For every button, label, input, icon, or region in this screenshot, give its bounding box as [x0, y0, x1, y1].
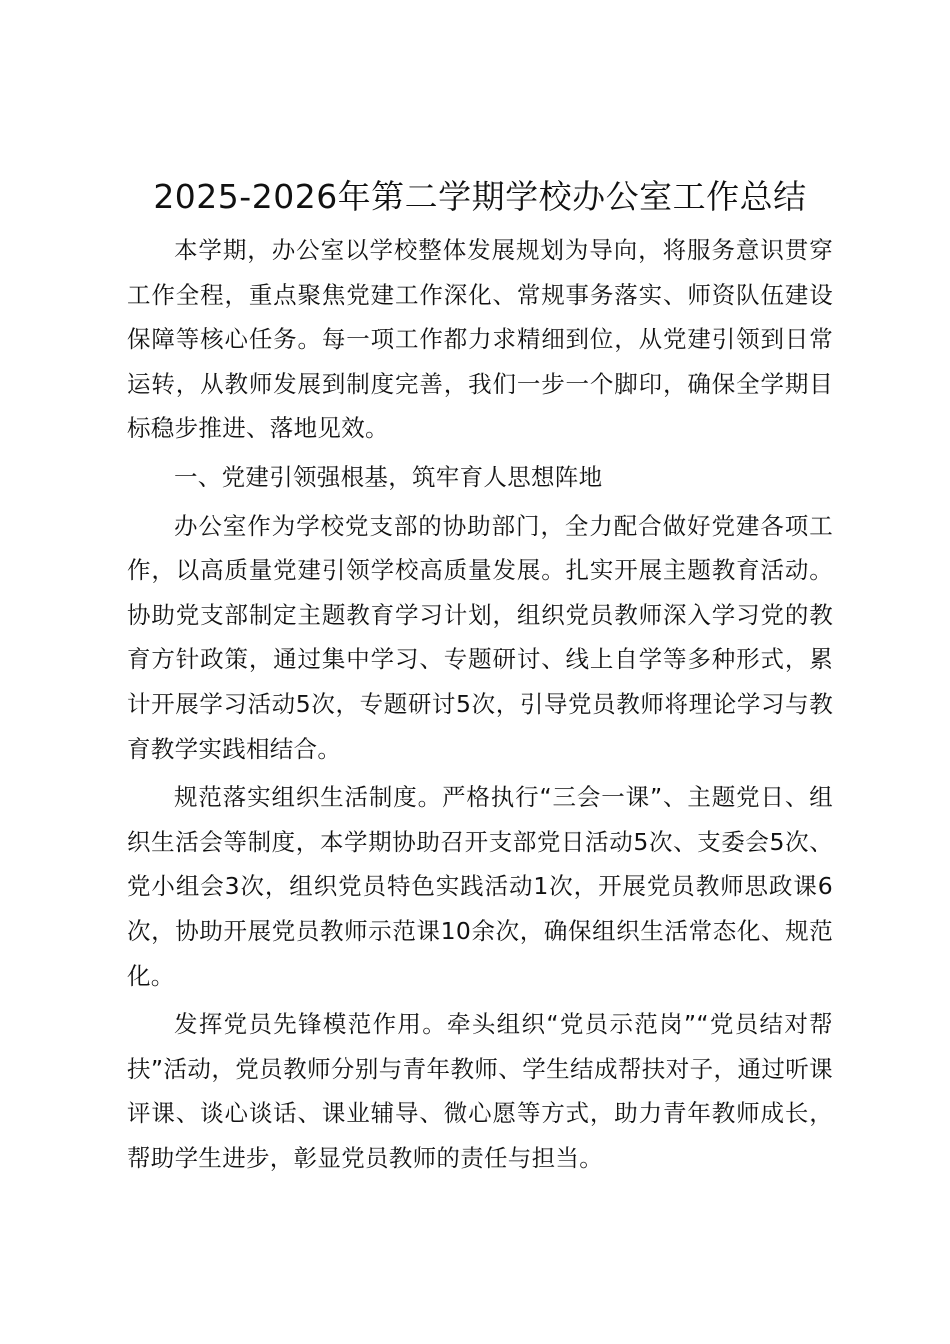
paragraph-organization-life: 规范落实组织生活制度。严格执行“三会一课”、主题党日、组织生活会等制度，本学期协助召开支部党日活动5次、支委会5次、党小组会3次，组织党员特色实践活动1次，开展党员教师思政课6次，协助开展党员教师示范课10余次，确保组织生活常态化、规范化。 [127, 783, 833, 990]
intro-paragraph: 本学期，办公室以学校整体发展规划为导向，将服务意识贯穿工作全程，重点聚焦党建工作深化、常规事务落实、师资队伍建设保障等核心任务。每一项工作都力求精细到位，从党建引领到日常运转，从教师发展到制度完善，我们一步一个脚印，确保全学期目标稳步推进、落地见效。 [127, 236, 833, 443]
paragraph-party-member-role: 发挥党员先锋模范作用。牵头组织“党员示范岗”“党员结对帮扶”活动，党员教师分别与青年教师、学生结成帮扶对子，通过听课评课、谈心谈话、课业辅导、微心愿等方式，助力青年教师成长，帮助学生进步，彰显党员教师的责任与担当。 [127, 1010, 833, 1172]
paragraph-party-building: 办公室作为学校党支部的协助部门，全力配合做好党建各项工作，以高质量党建引领学校高质量发展。扎实开展主题教育活动。协助党支部制定主题教育学习计划，组织党员教师深入学习党的教育方针政策，通过集中学习、专题研讨、线上自学等多种形式，累计开展学习活动5次，专题研讨5次，引导党员教师将理论学习与教育教学实践相结合。 [127, 511, 833, 763]
section-heading: 一、党建引领强根基，筑牢育人思想阵地 [174, 462, 603, 491]
document-body [127, 228, 833, 1180]
document-title: 2025-2026年第二学期学校办公室工作总结 [153, 177, 807, 216]
